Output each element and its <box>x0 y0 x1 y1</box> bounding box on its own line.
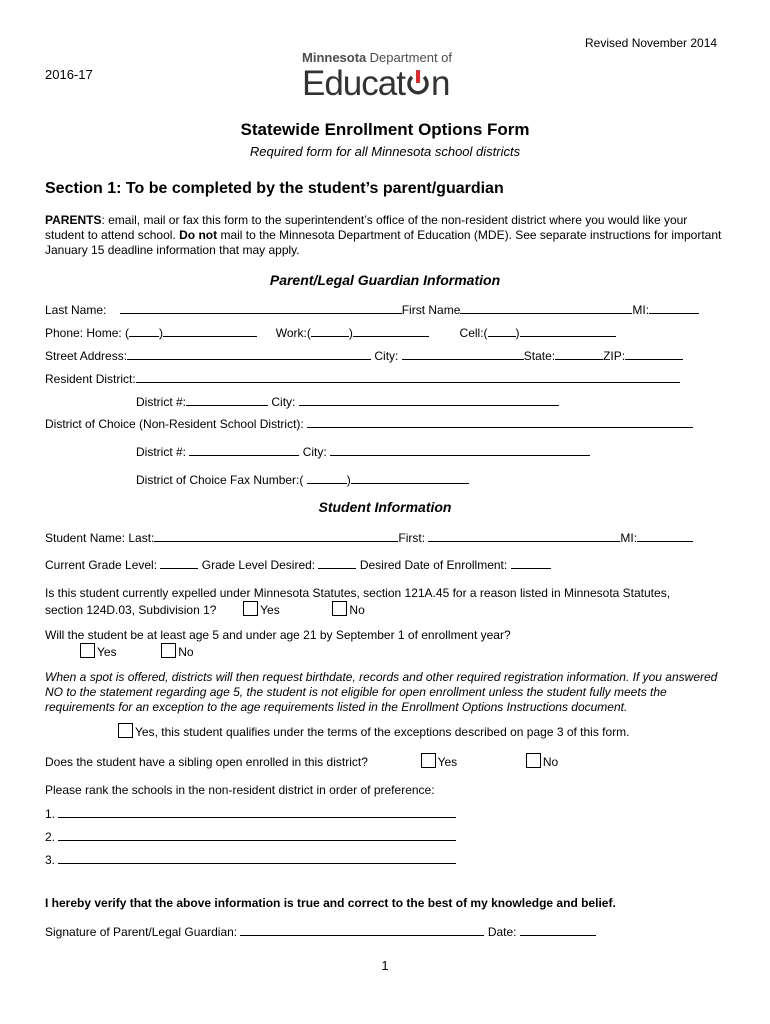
signature-row <box>45 924 596 939</box>
expelled-no-label: No <box>349 603 365 617</box>
expelled-question-text: section 124D.03, Subdivision 1? <box>45 603 217 617</box>
logo-state: Minnesota <box>302 50 367 65</box>
grade-desired-label: Grade Level Desired: <box>201 558 316 572</box>
state-label: State: <box>523 349 556 363</box>
parent-name-row <box>45 302 699 317</box>
student-first-field[interactable] <box>428 530 620 542</box>
fax-label: District of Choice Fax Number:( <box>136 473 304 487</box>
cell-label: Cell:( <box>459 326 488 340</box>
rank-row-3 <box>45 852 456 867</box>
parent-info-heading: Parent/Legal Guardian Information <box>269 272 501 288</box>
work-label: Work:( <box>275 326 311 340</box>
address-row <box>45 348 683 363</box>
street-field[interactable] <box>127 348 371 360</box>
rank-1-label: 1. <box>45 807 56 821</box>
section-1-heading: Section 1: To be completed by the student’s parent/guardian <box>45 180 504 197</box>
sibling-row <box>45 753 558 769</box>
home-area-code-field[interactable] <box>129 325 159 337</box>
form-subtitle: Required form for all Minnesota school districts <box>249 144 521 159</box>
sibling-yes-checkbox[interactable] <box>421 753 436 768</box>
age-yes-label: Yes <box>97 645 117 659</box>
current-grade-label: Current Grade Level: <box>45 558 158 572</box>
work-phone-field[interactable] <box>353 325 429 337</box>
district-number-label: District #: <box>136 395 187 409</box>
verification-statement: I hereby verify that the above information is true and correct to the best of my knowledge and belief. <box>45 896 616 910</box>
rank-3-label: 3. <box>45 853 56 867</box>
logo-dept: Department of <box>369 50 453 65</box>
date-label: Date: <box>487 925 517 939</box>
rank-instruction: Please rank the schools in the non-resident district in order of preference: <box>45 783 435 797</box>
student-info-heading: Student Information <box>318 499 452 515</box>
signature-field[interactable] <box>240 924 484 936</box>
logo-word-end: n <box>430 64 450 103</box>
logo-word-start: Educat <box>302 64 405 103</box>
state-field[interactable] <box>555 348 603 360</box>
city-field[interactable] <box>402 348 524 360</box>
resident-district-number-row <box>136 394 559 409</box>
student-last-label: Student Name: Last: <box>45 531 155 545</box>
student-last-field[interactable] <box>154 530 398 542</box>
work-area-code-field[interactable] <box>311 325 349 337</box>
rank-1-field[interactable] <box>58 806 456 818</box>
paren-close: ) <box>346 473 351 487</box>
age-yes-checkbox[interactable] <box>80 643 95 658</box>
rank-2-field[interactable] <box>58 829 456 841</box>
sibling-yes-label: Yes <box>437 755 458 769</box>
resident-district-label: Resident District: <box>45 372 136 386</box>
home-phone-field[interactable] <box>163 325 257 337</box>
exception-checkbox[interactable] <box>118 723 133 738</box>
choice-district-number-row <box>136 444 590 459</box>
age-question: Will the student be at least age 5 and under age 21 by September 1 of enrollment year? <box>45 628 511 642</box>
age-answer-row <box>80 643 194 659</box>
desired-date-field[interactable] <box>511 557 551 569</box>
signature-label: Signature of Parent/Legal Guardian: <box>45 925 238 939</box>
phone-row <box>45 325 616 340</box>
resident-district-city-field[interactable] <box>299 394 559 406</box>
zip-field[interactable] <box>625 348 683 360</box>
city-label: City: <box>271 395 296 409</box>
expelled-no-checkbox[interactable] <box>332 601 347 616</box>
parents-text-2: mail to the Minnesota Department of Education (MDE). See separate instructions for important January 15 deadline information that may apply. <box>45 228 722 257</box>
paren-close: ) <box>515 326 520 340</box>
phone-home-label: Phone: Home: ( <box>45 326 130 340</box>
revised-date: Revised November 2014 <box>585 36 718 50</box>
exception-row <box>118 723 630 739</box>
fax-row <box>136 472 469 487</box>
first-name-field[interactable] <box>460 302 632 314</box>
power-icon <box>405 69 431 102</box>
age-no-checkbox[interactable] <box>161 643 176 658</box>
current-grade-field[interactable] <box>160 557 198 569</box>
last-name-label: Last Name: <box>45 303 107 317</box>
age-note: When a spot is offered, districts will then request birthdate, records and other required registration information. If you answered NO to the statement regarding age 5, the student is not eligible for open enrollment unless the student fully meets the requirements for an exception to the age requirements listed in the Enrollment Options Instructions document. <box>45 670 718 714</box>
page-number: 1 <box>381 958 389 973</box>
mi-field[interactable] <box>649 302 699 314</box>
city-label: City: <box>302 445 327 459</box>
rank-2-label: 2. <box>45 830 56 844</box>
do-not-label: Do not <box>179 228 218 242</box>
mde-logo <box>302 50 472 110</box>
choice-district-number-field[interactable] <box>189 444 299 456</box>
city-label: City: <box>374 349 399 363</box>
district-number-label: District #: <box>136 445 187 459</box>
student-mi-field[interactable] <box>637 530 693 542</box>
rank-row-1 <box>45 806 456 821</box>
first-name-label: First Name <box>401 303 461 317</box>
paren-close: ) <box>348 326 353 340</box>
rank-3-field[interactable] <box>58 852 456 864</box>
cell-phone-field[interactable] <box>520 325 616 337</box>
street-label: Street Address: <box>45 349 128 363</box>
sibling-no-checkbox[interactable] <box>526 753 541 768</box>
district-choice-label: District of Choice (Non-Resident School District): <box>45 417 304 431</box>
choice-district-city-field[interactable] <box>330 444 590 456</box>
resident-district-field[interactable] <box>136 371 680 383</box>
parents-text-1: : email, mail or fax this form to the superintendent’s office of the non-resident district where you would like your student to attend school. <box>45 213 688 242</box>
expelled-yes-checkbox[interactable] <box>243 601 258 616</box>
district-choice-row <box>45 416 693 431</box>
student-name-row <box>45 530 693 545</box>
student-first-label: First: <box>398 531 426 545</box>
exception-label: Yes, this student qualifies under the terms of the exceptions described on page 3 of this form. <box>135 725 630 739</box>
sibling-no-label: No <box>542 755 559 769</box>
age-no-label: No <box>178 645 194 659</box>
last-name-field[interactable] <box>120 302 402 314</box>
form-title: Statewide Enrollment Options Form <box>240 120 530 139</box>
expelled-question-line2 <box>45 601 365 617</box>
cell-area-code-field[interactable] <box>488 325 516 337</box>
sibling-question: Does the student have a sibling open enrolled in this district? <box>45 755 368 769</box>
grade-row <box>45 557 551 572</box>
district-choice-field[interactable] <box>307 416 693 428</box>
mi-label: MI: <box>632 303 650 317</box>
school-year: 2016-17 <box>45 67 93 82</box>
expelled-yes-label: Yes <box>260 603 280 617</box>
zip-label: ZIP: <box>603 349 626 363</box>
parents-label: PARENTS <box>45 213 102 227</box>
resident-district-number-field[interactable] <box>186 394 268 406</box>
fax-number-field[interactable] <box>351 472 469 484</box>
paren-close: ) <box>159 326 164 340</box>
grade-desired-field[interactable] <box>318 557 356 569</box>
expelled-question-line1: Is this student currently expelled under Minnesota Statutes, section 121A.45 for a reason listed in Minnesota Statutes, <box>45 586 671 600</box>
parents-instructions <box>45 213 727 258</box>
fax-area-code-field[interactable] <box>307 472 347 484</box>
student-mi-label: MI: <box>620 531 638 545</box>
date-field[interactable] <box>520 924 596 936</box>
resident-district-row <box>45 371 680 386</box>
rank-row-2 <box>45 829 456 844</box>
desired-date-label: Desired Date of Enrollment: <box>359 558 508 572</box>
